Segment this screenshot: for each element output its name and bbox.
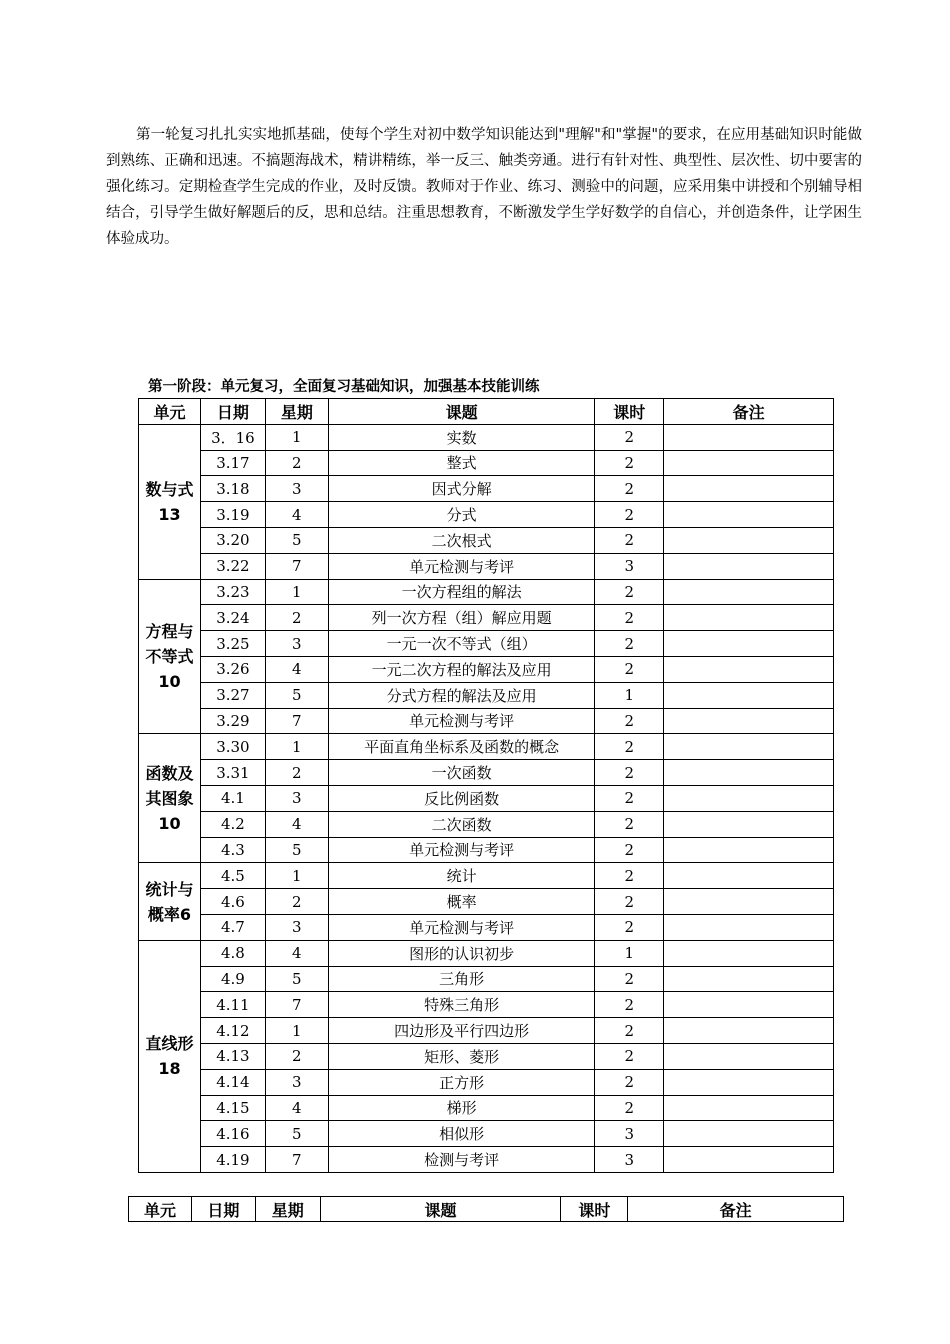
topic-cell: 分式 xyxy=(328,502,595,528)
weekday-cell: 4 xyxy=(265,502,328,528)
table-row xyxy=(139,553,834,579)
topic-cell: 检测与考评 xyxy=(328,1147,595,1173)
topic-cell: 反比例函数 xyxy=(328,785,595,811)
topic-cell: 正方形 xyxy=(328,1069,595,1095)
weekday-cell: 7 xyxy=(265,553,328,579)
topic-cell: 分式方程的解法及应用 xyxy=(328,682,595,708)
weekday-cell: 2 xyxy=(265,760,328,786)
weekday-cell: 1 xyxy=(265,424,328,450)
notes-cell xyxy=(664,1018,834,1044)
table-row xyxy=(139,579,834,605)
notes-cell xyxy=(664,579,834,605)
hours-cell: 2 xyxy=(595,450,664,476)
weekday-cell: 7 xyxy=(265,992,328,1018)
notes-cell xyxy=(664,760,834,786)
hours-cell: 2 xyxy=(595,811,664,837)
topic-cell: 因式分解 xyxy=(328,476,595,502)
weekday-cell: 1 xyxy=(265,734,328,760)
table-row xyxy=(139,734,834,760)
date-cell: 3.25 xyxy=(200,631,265,657)
topic-cell: 一次方程组的解法 xyxy=(328,579,595,605)
weekday-cell: 3 xyxy=(265,631,328,657)
topic-cell: 梯形 xyxy=(328,1095,595,1121)
notes-cell xyxy=(664,863,834,889)
topic-cell: 矩形、菱形 xyxy=(328,1043,595,1069)
topic-cell: 一次函数 xyxy=(328,760,595,786)
date-cell: 3.19 xyxy=(200,502,265,528)
header-topic: 课题 xyxy=(328,399,595,425)
date-cell: 4.12 xyxy=(200,1018,265,1044)
notes-cell xyxy=(664,527,834,553)
header-unit: 单元 xyxy=(129,1197,192,1222)
topic-cell: 概率 xyxy=(328,889,595,915)
topic-cell: 统计 xyxy=(328,863,595,889)
date-cell: 4.7 xyxy=(200,914,265,940)
topic-cell: 单元检测与考评 xyxy=(328,837,595,863)
table-row xyxy=(139,966,834,992)
date-cell: 4.9 xyxy=(200,966,265,992)
weekday-cell: 7 xyxy=(265,708,328,734)
topic-cell: 单元检测与考评 xyxy=(328,553,595,579)
topic-cell: 整式 xyxy=(328,450,595,476)
hours-cell: 2 xyxy=(595,605,664,631)
hours-cell: 1 xyxy=(595,682,664,708)
weekday-cell: 3 xyxy=(265,914,328,940)
hours-cell: 2 xyxy=(595,527,664,553)
unit-name-cell: 方程与不等式10 xyxy=(139,579,201,734)
header-hours: 课时 xyxy=(595,399,664,425)
table-row xyxy=(139,1147,834,1173)
hours-cell: 3 xyxy=(595,1121,664,1147)
hours-cell: 2 xyxy=(595,656,664,682)
topic-cell: 二次根式 xyxy=(328,527,595,553)
table-row xyxy=(139,1018,834,1044)
table-row xyxy=(139,760,834,786)
topic-cell: 单元检测与考评 xyxy=(328,914,595,940)
date-cell: 3.29 xyxy=(200,708,265,734)
date-cell: 4.11 xyxy=(200,992,265,1018)
hours-cell: 1 xyxy=(595,940,664,966)
date-cell: 4.3 xyxy=(200,837,265,863)
date-cell: 3.27 xyxy=(200,682,265,708)
schedule-table-continued-header xyxy=(128,1196,844,1222)
date-cell: 4.8 xyxy=(200,940,265,966)
table-row xyxy=(139,502,834,528)
notes-cell xyxy=(664,682,834,708)
weekday-cell: 2 xyxy=(265,605,328,631)
hours-cell: 2 xyxy=(595,1095,664,1121)
weekday-cell: 5 xyxy=(265,1121,328,1147)
table-row xyxy=(139,605,834,631)
table-row xyxy=(139,476,834,502)
header-topic: 课题 xyxy=(320,1197,561,1222)
stage-title: 第一阶段：单元复习，全面复习基础知识，加强基本技能训练 xyxy=(148,379,540,395)
table-row xyxy=(139,992,834,1018)
hours-cell: 2 xyxy=(595,734,664,760)
date-cell: 4.13 xyxy=(200,1043,265,1069)
table-row xyxy=(139,889,834,915)
table-row xyxy=(139,1095,834,1121)
hours-cell: 2 xyxy=(595,476,664,502)
notes-cell xyxy=(664,837,834,863)
weekday-cell: 7 xyxy=(265,1147,328,1173)
table-header-row xyxy=(139,399,834,425)
date-cell: 3.24 xyxy=(200,605,265,631)
weekday-cell: 3 xyxy=(265,476,328,502)
weekday-cell: 2 xyxy=(265,1043,328,1069)
notes-cell xyxy=(664,553,834,579)
unit-name-cell: 函数及其图象10 xyxy=(139,734,201,863)
hours-cell: 2 xyxy=(595,424,664,450)
date-cell: 3.20 xyxy=(200,527,265,553)
date-cell: 3.26 xyxy=(200,656,265,682)
date-cell: 3.30 xyxy=(200,734,265,760)
table-row xyxy=(139,1069,834,1095)
date-cell: 4.6 xyxy=(200,889,265,915)
date-cell: 3.18 xyxy=(200,476,265,502)
topic-cell: 图形的认识初步 xyxy=(328,940,595,966)
weekday-cell: 1 xyxy=(265,863,328,889)
topic-cell: 四边形及平行四边形 xyxy=(328,1018,595,1044)
date-cell: 4.14 xyxy=(200,1069,265,1095)
hours-cell: 2 xyxy=(595,1069,664,1095)
notes-cell xyxy=(664,914,834,940)
table-row xyxy=(139,450,834,476)
notes-cell xyxy=(664,656,834,682)
hours-cell: 2 xyxy=(595,708,664,734)
header-notes: 备注 xyxy=(628,1197,844,1222)
date-cell: 4.19 xyxy=(200,1147,265,1173)
notes-cell xyxy=(664,476,834,502)
hours-cell: 2 xyxy=(595,579,664,605)
notes-cell xyxy=(664,450,834,476)
unit-name-cell: 统计与概率6 xyxy=(139,863,201,940)
notes-cell xyxy=(664,1095,834,1121)
notes-cell xyxy=(664,940,834,966)
table-row xyxy=(139,811,834,837)
hours-cell: 2 xyxy=(595,785,664,811)
header-weekday: 星期 xyxy=(265,399,328,425)
notes-cell xyxy=(664,734,834,760)
table-row xyxy=(139,1121,834,1147)
topic-cell: 三角形 xyxy=(328,966,595,992)
weekday-cell: 2 xyxy=(265,889,328,915)
topic-cell: 相似形 xyxy=(328,1121,595,1147)
weekday-cell: 4 xyxy=(265,656,328,682)
weekday-cell: 5 xyxy=(265,837,328,863)
notes-cell xyxy=(664,502,834,528)
hours-cell: 2 xyxy=(595,1018,664,1044)
date-cell: 3.23 xyxy=(200,579,265,605)
topic-cell: 二次函数 xyxy=(328,811,595,837)
table-row xyxy=(139,1043,834,1069)
table-row xyxy=(139,682,834,708)
unit-name-cell: 直线形18 xyxy=(139,940,201,1172)
topic-cell: 单元检测与考评 xyxy=(328,708,595,734)
hours-cell: 3 xyxy=(595,553,664,579)
date-cell: 4.5 xyxy=(200,863,265,889)
notes-cell xyxy=(664,1147,834,1173)
topic-cell: 平面直角坐标系及函数的概念 xyxy=(328,734,595,760)
weekday-cell: 3 xyxy=(265,1069,328,1095)
notes-cell xyxy=(664,708,834,734)
date-cell: 4.16 xyxy=(200,1121,265,1147)
date-cell: 3.22 xyxy=(200,553,265,579)
weekday-cell: 4 xyxy=(265,811,328,837)
table-row xyxy=(139,631,834,657)
weekday-cell: 5 xyxy=(265,527,328,553)
topic-cell: 一元一次不等式（组） xyxy=(328,631,595,657)
weekday-cell: 3 xyxy=(265,785,328,811)
table-row xyxy=(139,863,834,889)
hours-cell: 2 xyxy=(595,992,664,1018)
notes-cell xyxy=(664,1069,834,1095)
hours-cell: 2 xyxy=(595,889,664,915)
notes-cell xyxy=(664,785,834,811)
hours-cell: 2 xyxy=(595,837,664,863)
table-row xyxy=(139,940,834,966)
date-cell: 4.15 xyxy=(200,1095,265,1121)
date-cell: 3.17 xyxy=(200,450,265,476)
table-row xyxy=(139,656,834,682)
weekday-cell: 5 xyxy=(265,966,328,992)
hours-cell: 2 xyxy=(595,966,664,992)
table-row xyxy=(139,708,834,734)
weekday-cell: 1 xyxy=(265,1018,328,1044)
schedule-table-body xyxy=(139,424,834,1172)
notes-cell xyxy=(664,1121,834,1147)
hours-cell: 2 xyxy=(595,631,664,657)
topic-cell: 实数 xyxy=(328,424,595,450)
notes-cell xyxy=(664,889,834,915)
notes-cell xyxy=(664,631,834,657)
hours-cell: 2 xyxy=(595,914,664,940)
hours-cell: 2 xyxy=(595,1043,664,1069)
table-row xyxy=(139,785,834,811)
table-row xyxy=(139,424,834,450)
intro-paragraph: 第一轮复习扎扎实实地抓基础，使每个学生对初中数学知识能达到"理解"和"掌握"的要求，在应用基础知识时能做到熟练、正确和迅速。不搞题海战术，精讲精练，举一反三、触类旁通。进行有针对性、典型性、层次性、切中要害的强化练习。定期检查学生完成的作业，及时反馈。教师对于作业、练习、测验中的问题，应采用集中讲授和个别辅导相结合，引导学生做好解题后的反，思和总结。注重思想教育，不断激发学生学好数学的自信心，并创造条件，让学困生体验成功。 xyxy=(106,127,862,247)
date-cell: 4.1 xyxy=(200,785,265,811)
topic-cell: 特殊三角形 xyxy=(328,992,595,1018)
table-row xyxy=(139,914,834,940)
date-cell: 3．16 xyxy=(200,424,265,450)
weekday-cell: 4 xyxy=(265,1095,328,1121)
header-weekday: 星期 xyxy=(255,1197,320,1222)
weekday-cell: 2 xyxy=(265,450,328,476)
header-hours: 课时 xyxy=(561,1197,628,1222)
notes-cell xyxy=(664,811,834,837)
weekday-cell: 4 xyxy=(265,940,328,966)
table-header-row xyxy=(129,1197,844,1222)
table-row xyxy=(139,527,834,553)
header-date: 日期 xyxy=(200,399,265,425)
header-notes: 备注 xyxy=(664,399,834,425)
notes-cell xyxy=(664,605,834,631)
date-cell: 3.31 xyxy=(200,760,265,786)
topic-cell: 一元二次方程的解法及应用 xyxy=(328,656,595,682)
hours-cell: 2 xyxy=(595,863,664,889)
header-date: 日期 xyxy=(191,1197,255,1222)
notes-cell xyxy=(664,966,834,992)
schedule-table xyxy=(138,398,834,1173)
notes-cell xyxy=(664,992,834,1018)
notes-cell xyxy=(664,1043,834,1069)
weekday-cell: 1 xyxy=(265,579,328,605)
hours-cell: 3 xyxy=(595,1147,664,1173)
unit-name-cell: 数与式13 xyxy=(139,424,201,579)
notes-cell xyxy=(664,424,834,450)
header-unit: 单元 xyxy=(139,399,201,425)
weekday-cell: 5 xyxy=(265,682,328,708)
hours-cell: 2 xyxy=(595,502,664,528)
date-cell: 4.2 xyxy=(200,811,265,837)
table-row xyxy=(139,837,834,863)
topic-cell: 列一次方程（组）解应用题 xyxy=(328,605,595,631)
hours-cell: 2 xyxy=(595,760,664,786)
